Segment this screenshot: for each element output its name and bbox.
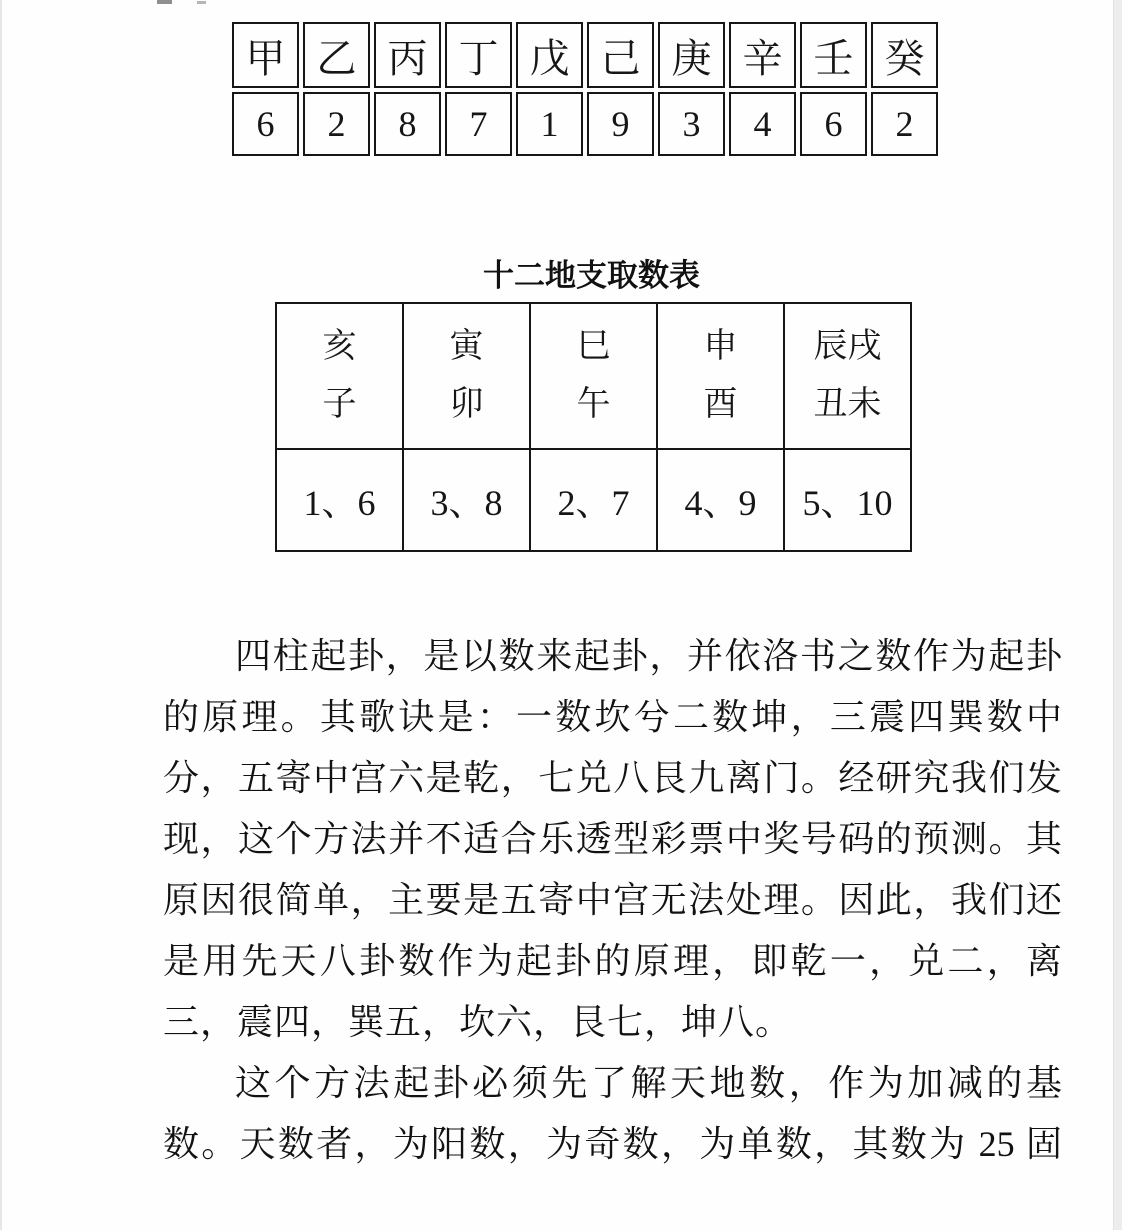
table-row [276,449,911,551]
branch-cell [276,303,403,449]
branch-bottom-label: 午 [576,386,611,423]
branch-cell [657,303,784,449]
stem-number-cell: 3 [658,92,725,156]
branches-table-title: 十二地支取数表 [483,258,700,293]
table-row [232,92,938,156]
branch-bottom-label: 酉 [703,386,738,423]
stem-cell: 丙 [374,22,441,88]
text-line: 现，这个方法并不适合乐透型彩票中奖号码的预测。其 [163,819,1062,859]
stem-cell: 己 [587,22,654,88]
branch-number-cell: 3、8 [403,449,530,551]
stem-cell: 戊 [516,22,583,88]
table-row [276,303,911,449]
stem-cell: 庚 [658,22,725,88]
stem-cell: 甲 [232,22,299,88]
stem-cell: 癸 [871,22,938,88]
branch-top-label: 申 [703,328,738,365]
stem-number-cell: 6 [232,92,299,156]
scan-edge-right [1113,0,1122,1230]
stem-cell: 丁 [445,22,512,88]
stem-number-cell: 7 [445,92,512,156]
branch-number-cell: 2、7 [530,449,657,551]
stem-number-cell: 6 [800,92,867,156]
branch-top-label: 辰戌 [813,328,882,365]
branch-top-label: 巳 [576,328,611,365]
text-line: 分，五寄中宫六是乾，七兑八艮九离门。经研究我们发 [163,758,1062,798]
stem-cell: 辛 [729,22,796,88]
branch-cell [784,303,911,449]
scan-artifact [197,1,206,4]
text-line: 三，震四，巽五，坎六，艮七，坤八。 [163,1002,793,1042]
stem-number-cell: 2 [303,92,370,156]
text-line: 的原理。其歌诀是：一数坎兮二数坤，三震四巽数中 [163,697,1062,737]
branch-number-cell: 4、9 [657,449,784,551]
stem-cell: 乙 [303,22,370,88]
branch-bottom-label: 卯 [449,386,484,423]
branch-bottom-label: 丑未 [813,386,882,423]
earthly-branches-table [275,302,912,552]
body-paragraphs [163,626,1062,1175]
stem-number-cell: 9 [587,92,654,156]
branch-top-label: 寅 [449,328,484,365]
text-line: 原因很简单，主要是五寄中宫无法处理。因此，我们还 [163,880,1062,920]
text-line: 数。天数者，为阳数，为奇数，为单数，其数为 25 固 [163,1124,1062,1164]
heavenly-stems-table [228,18,942,160]
stem-number-cell: 2 [871,92,938,156]
stem-number-cell: 8 [374,92,441,156]
text-line: 是用先天八卦数作为起卦的原理，即乾一，兑二，离 [163,941,1062,981]
branch-cell [530,303,657,449]
scan-edge-left [0,0,2,1230]
branch-number-cell: 5、10 [784,449,911,551]
stem-number-cell: 1 [516,92,583,156]
text-line: 四柱起卦，是以数来起卦，并依洛书之数作为起卦 [235,636,1062,676]
table-row [232,22,938,88]
stem-number-cell: 4 [729,92,796,156]
stem-cell: 壬 [800,22,867,88]
branch-number-cell: 1、6 [276,449,403,551]
scan-artifact [157,0,172,4]
branch-top-label: 亥 [322,328,357,365]
branch-cell [403,303,530,449]
branch-bottom-label: 子 [322,386,357,423]
text-line: 这个方法起卦必须先了解天地数，作为加减的基 [235,1063,1062,1103]
